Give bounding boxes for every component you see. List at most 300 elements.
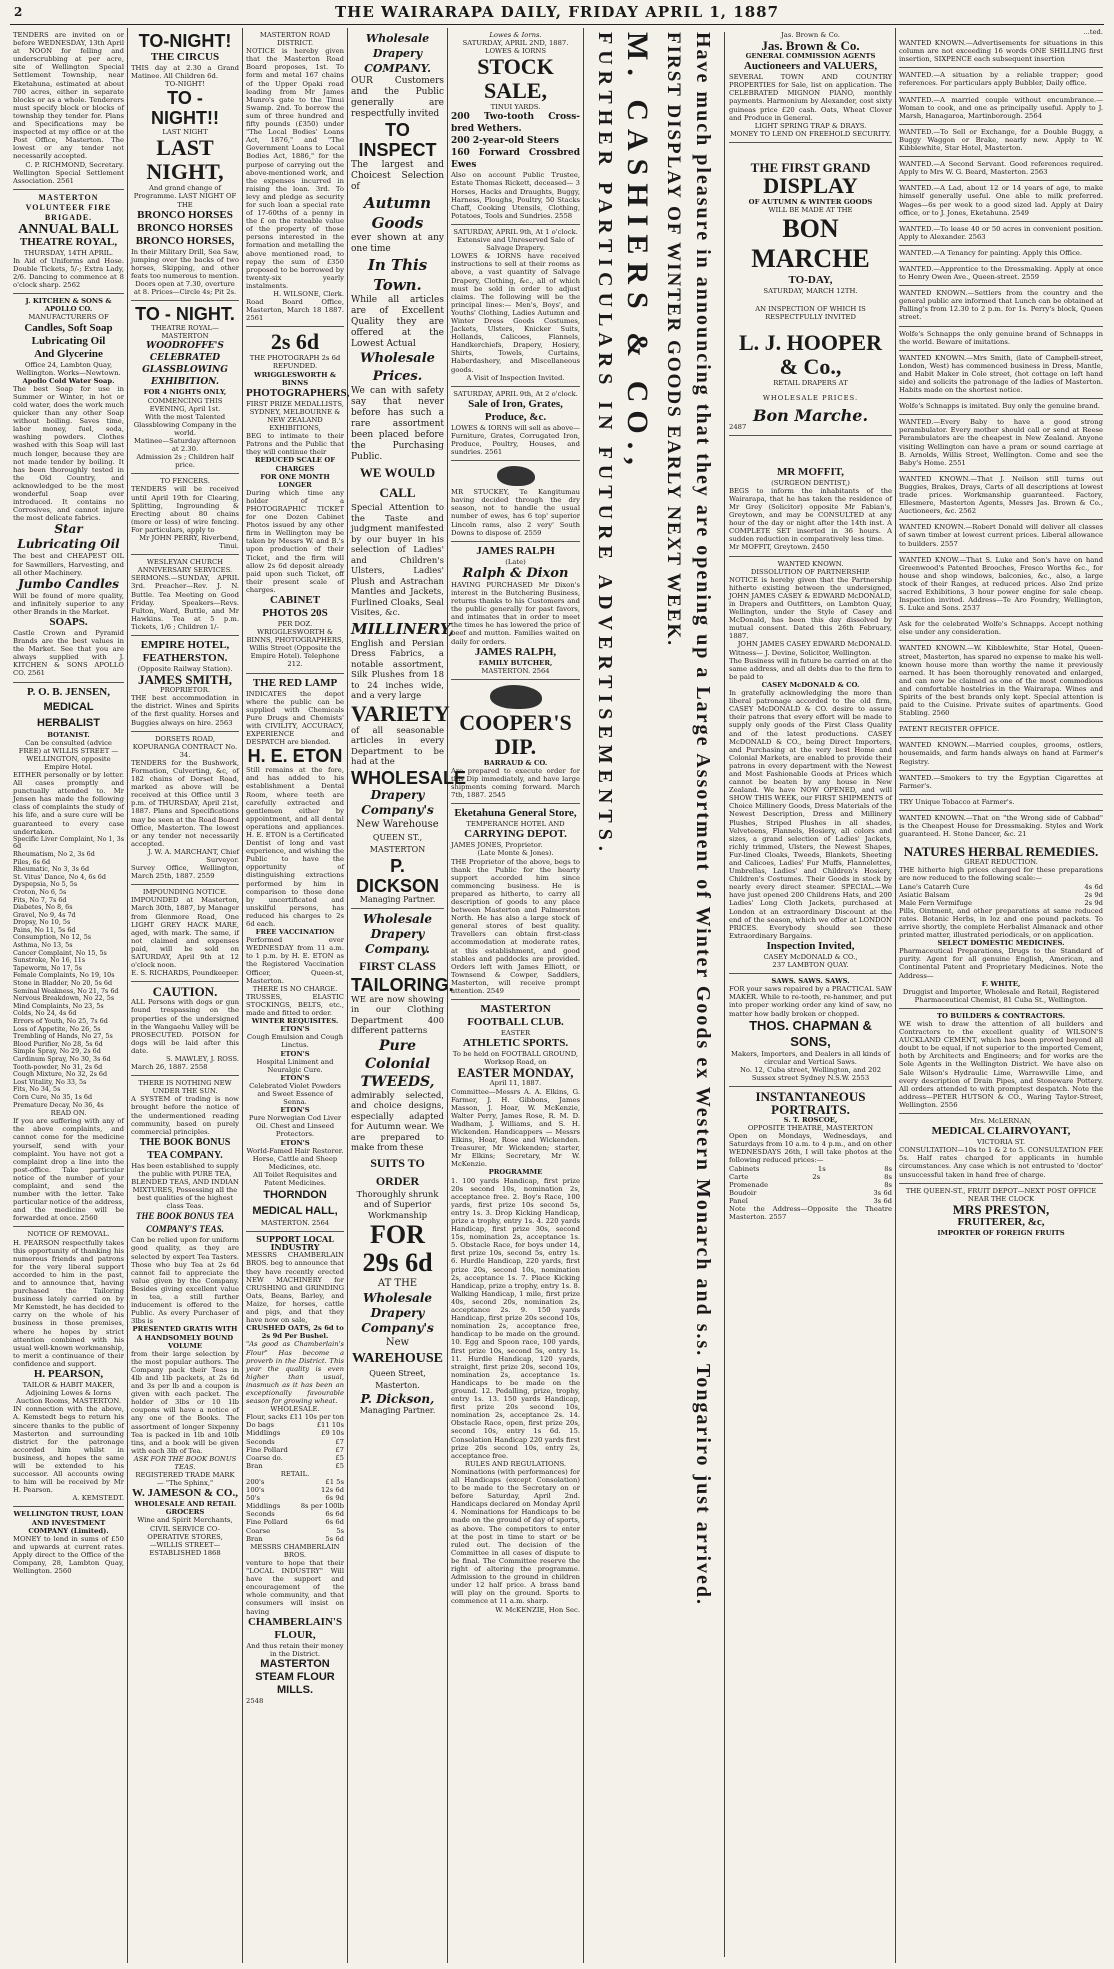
ad-text: HAVING PURCHASED Mr Dixon's interest in the Butchering Business, returns thanks to his Customers and the public generally for past favors, and intimates that in order to meet the times he has lowered the price of beef and mutton. Families waited on daily for orders. bbox=[451, 580, 580, 646]
list-item: Loss of Appetite, No 26, 5s bbox=[13, 1024, 101, 1033]
list-item: Seminal Weakness, No 21, 7s 6d bbox=[13, 986, 119, 995]
ad-text: The Business will in future be carried on at the same address, and all debts due to the firm to be paid to bbox=[729, 656, 892, 681]
ad-signature: Mr JOHN PERRY, Riverbend, Tinui. bbox=[139, 534, 239, 551]
ad-heading: EASTER bbox=[500, 1029, 531, 1038]
ad-heading: OF AUTUMN & WINTER GOODS bbox=[748, 197, 873, 206]
ad-chamberlain bbox=[246, 1232, 344, 1709]
table-cell: Flour, sacks bbox=[246, 1413, 288, 1422]
ad-title: THORNDON MEDICAL HALL, bbox=[252, 1189, 338, 1218]
ad-title: WOODROFFE'S CELEBRATED GLASSBLOWING EXHIBITION. bbox=[142, 341, 228, 388]
list-item: St. Vitus' Dance, No 4, 6s 6d bbox=[13, 872, 106, 881]
table-cell: 3s 6d bbox=[873, 1188, 892, 1197]
ad-title: CARRYING DEPOT. bbox=[464, 828, 567, 841]
table-cell: 100's bbox=[246, 1486, 265, 1495]
ad-title: ANNUAL BALL bbox=[18, 221, 119, 237]
ad-footer: ESTABLISHED 1868 bbox=[149, 1548, 221, 1557]
ad-heading: FOR ONE MONTH LONGER bbox=[260, 472, 330, 489]
vertical-line-2: FIRST DISPLAY OF WINTER GOODS EARLY NEXT WEEK. bbox=[663, 32, 684, 648]
classified-item: WANTED KNOWN.—Robert Donald will deliver all classes of sawn timber at lowest current prices. Liberal allowance to builders. 2557 bbox=[899, 520, 1103, 552]
ad-preston-fruit bbox=[899, 1184, 1103, 1241]
list-item: Cancer Complaint, No 15, 5s bbox=[13, 948, 107, 957]
table-row bbox=[246, 1413, 344, 1421]
ad-title: FRUITERER, &c, bbox=[957, 1215, 1045, 1228]
ad-address: MASTERTON. 2564 bbox=[481, 666, 550, 675]
classified-item: WANTED KNOW.—That S. Luke and Son's have on hand Greenwood's Patented Brooches, Fresco Worths &c., for house and shop windows, balconies, &c., also, a large stock of their Ranges, at reduced prices. Also 2nd prize sacred Exhibitions, 3 hour power engine for sale cheap. Inspection invited. Address—Te Aro Foundry, Wellington, S. Luke and Sons. 2537 bbox=[899, 553, 1103, 618]
ad-book-bonus-tea bbox=[131, 1076, 239, 1561]
ad-text: MR STUCKEY, Te Kangitumau having decided through the dry season, not to handle the usual number of ewes, has 6 top' superior Lincoln rams, also 2 very' South Downs to dispose of. 2559 bbox=[451, 488, 580, 537]
classified-item: WANTED KNOWN.—Mrs Smith, (late of Campbell-street, London, West) has commenced business in Dress, Mantle, and Habit Maker in Cole street, (hot cottage on left hand side) and solicits the patronage of the ladies of Masterton. Habits made on the shortest notice. bbox=[899, 351, 1103, 399]
ad-heading: RETAIL. bbox=[280, 1469, 310, 1478]
sheep-icon bbox=[490, 685, 542, 709]
ad-text: MONEY TO LEND ON FREEHOLD SECURITY. bbox=[729, 129, 892, 138]
ad-salvage-sale bbox=[451, 225, 580, 387]
table-cell: Carte bbox=[729, 1172, 749, 1181]
table-row bbox=[246, 1454, 344, 1462]
ad-footer: 2548 bbox=[246, 1696, 264, 1705]
ad-heading: TO BUILDERS & CONTRACTORS. bbox=[936, 1011, 1066, 1020]
ad-subtitle: Wine and Spirit Merchants, CIVIL SERVICE CO-OPERATIVE STORES, bbox=[137, 1516, 233, 1541]
ad-subtitle: PROPRIETOR. bbox=[160, 686, 210, 695]
ad-text: THIS day at 2.30 a Grand Matinee. All Children 6d. bbox=[131, 64, 239, 81]
ad-title: P. DICKSON bbox=[355, 855, 439, 896]
ad-title: LAST NIGHT, bbox=[146, 135, 224, 185]
ad-title: SUITS TO ORDER bbox=[370, 1155, 425, 1188]
ad-heading: ETON'S bbox=[280, 1106, 310, 1115]
ad-title: Jumbo Candles bbox=[17, 576, 120, 591]
table-row bbox=[729, 1181, 892, 1189]
ad-circus bbox=[131, 28, 239, 301]
ad-text: Witness— J. Devine, Solicitor, Wellington. bbox=[729, 648, 872, 657]
ad-text: To be held on FOOTBALL GROUND, Worksop Road, on bbox=[452, 1050, 579, 1067]
ad-address: No. 12, Cuba street, Wellington, and 202 Sussex street Sydney N.S.W. 2553 bbox=[739, 1065, 882, 1082]
ad-title: Candles, Soft Soap bbox=[24, 321, 113, 334]
ad-text: TENDERS will be received until April 19th for Clearing, Splitting, Ingrounding & Erecting about 80 chains (more or less) of wire fencing. For particulars, apply to bbox=[131, 485, 239, 534]
ad-title: Wholesale Drapery Company. bbox=[362, 911, 433, 956]
ad-footer: A Visit of Inspection Invited. bbox=[466, 373, 565, 382]
ad-heading: DORSETS ROAD, KOPURANGA CONTRACT No. 34. bbox=[132, 734, 238, 759]
ad-heading: REDUCED SCALE OF CHARGES bbox=[254, 456, 336, 473]
ad-text: Special Attention to the Taste and judgment manifested by our buyer in his selection of Ladies' and Children's Ulsters, Ladies' Plush and Astrachan Mantles and Jackets, Furlined Cloaks, Seal Visites, &c. bbox=[351, 503, 444, 618]
ad-title: In This Town. bbox=[367, 256, 428, 294]
ad-text: TO-NIGHT! bbox=[165, 80, 205, 89]
list-item: Nervous Breakdown, No 22, 5s bbox=[13, 994, 115, 1003]
classified-item: PATENT REGISTER OFFICE. bbox=[899, 722, 1103, 738]
ad-title: WHOLESALE bbox=[351, 767, 466, 788]
ad-title: BRONCO HORSES, bbox=[135, 234, 235, 247]
ad-stock-sale bbox=[451, 28, 580, 225]
classified-item: TRY Unique Tobacco at Farmer's. bbox=[899, 795, 1103, 811]
table-cell: Promenade bbox=[729, 1180, 769, 1189]
ad-subtitle: New Warehouse bbox=[356, 818, 439, 830]
table-cell: Panel bbox=[729, 1196, 748, 1205]
table-cell: Coarse do. bbox=[246, 1453, 283, 1462]
ad-subtitle: TEMPERANCE HOTEL AND bbox=[466, 820, 565, 829]
ad-text: REGISTERED TRADE MARK — "The Sphinx," bbox=[135, 1471, 235, 1488]
table-row bbox=[246, 1478, 344, 1486]
ad-text: The best and CHEAPEST OIL for Sawmillers, Harvesting, and all other Machinery. bbox=[13, 552, 124, 577]
ad-title: THE BOOK BONUS TEA COMPANY'S TEAS. bbox=[135, 1211, 235, 1235]
ad-title: MRS PRESTON, bbox=[952, 1201, 1050, 1217]
ad-footer: Wellington Special Settlement Association. 2561 bbox=[13, 168, 124, 185]
list-item: Stone in Bladder, No 20, 5s 6d bbox=[13, 979, 113, 988]
ad-impounding bbox=[131, 885, 239, 982]
classified-item: Wolfe's Schnapps the only genuine brand of Schnapps in the world. Beware of imitations. bbox=[899, 327, 1103, 351]
table-row bbox=[246, 1462, 344, 1470]
table-cell: Do bags bbox=[246, 1421, 274, 1430]
vertical-line-3: M. CASHIERS & CO., bbox=[621, 32, 654, 473]
table-cell: 4s 6d bbox=[1084, 882, 1103, 891]
ad-text: COMMENCING THIS EVENING, April 1st. bbox=[147, 396, 223, 413]
ad-heading: PRESENTED GRATIS WITH A HANDSOMELY BOUND VOLUME bbox=[132, 1325, 238, 1350]
ad-signature: Managing Partner. bbox=[359, 894, 436, 904]
ad-heading: MASTERTON VOLUNTEER FIRE BRIGADE. bbox=[25, 192, 112, 222]
ad-title: MEDICAL CLAIRVOYANT, bbox=[931, 1125, 1071, 1138]
ad-heading: DISSOLUTION OF PARTNERSHIP. bbox=[750, 567, 871, 576]
ad-heading: THERE IS NOTHING NEW UNDER THE SUN. bbox=[138, 1079, 232, 1096]
table-cell: 2s 9d bbox=[1084, 898, 1103, 907]
ad-text: INDICATES the depot where the public can be supplied with Chemicals Pure Drugs and Chemists' with CIVILITY, ACCURACY, EXPERIENCE and DESPATCH are blended. bbox=[246, 689, 344, 747]
ad-text: WE wish to draw the attention of all builders and Contractors to the excellent quality of WILSON'S AUCKLAND CEMENT, which has been proved beyond all doubt to be equal, if not superior to the imported Cement, both by Architects and Engineers; and for works are the Sole Agents in the Wellington District. We have also on Sale Wilson's Hydraulic Lime, Warrawville Lime, and every description of Drain Pipes, and Stoneware Pottery. All orders attended to with promptest despatch. Note the address—PETER HUTSON & CO., Waring Taylor-Street, Wellington. 2556 bbox=[899, 1020, 1103, 1109]
ad-subtitle: WHOLESALE AND RETAIL GROCERS bbox=[134, 1500, 236, 1517]
ad-title: DISPLAY bbox=[763, 172, 858, 198]
table-row bbox=[729, 1197, 892, 1205]
ad-glassblowing bbox=[131, 301, 239, 474]
ad-text: English and Persian Dress Fabrics, a notable assortment, Silk Plushes from 18 to 24 inches wide, and a very large bbox=[351, 638, 444, 701]
ad-tender bbox=[13, 28, 124, 190]
ad-text: Still remains at the fore, and has added to his establishment a Dental Room, where teeth are carefully extracted and gentlemen either by appointment, and all dental operations and appliances. H. E. ETON is a Certificated Dentist of long and vast experience, and wishing the Public to have the opportunity of distinguishing extractions performed by him in comparison to those done by uncertificated and unskilful persons, has reduced his charges to 2s 6d each. bbox=[246, 766, 344, 928]
ad-roscoe-portraits bbox=[729, 1087, 892, 1225]
ad-address: QUEEN ST., MASTERTON bbox=[369, 832, 426, 854]
masthead-rule bbox=[10, 24, 1104, 25]
list-item: Simple Spray, No 29, 2s 6d bbox=[13, 1047, 101, 1056]
ad-heading: BARRAUD & CO. bbox=[483, 758, 548, 767]
classified-item: WANTED.—A Lad, about 12 or 14 years of age, to make himself generally useful. One able to milk preferred. Wages—6s per week to a good sized lad. Apply at Dairy office, or to J. Jones, Eketahuna. 2549 bbox=[899, 181, 1103, 221]
ad-heading: Lowes & Iorns. bbox=[489, 31, 542, 39]
ad-heading: WESLEYAN CHURCH ANNIVERSARY SERVICES. bbox=[137, 558, 233, 575]
ad-heading: J. KITCHEN & SONS & APOLLO CO. bbox=[25, 297, 112, 314]
ad-title: SUPPORT LOCAL INDUSTRY bbox=[256, 1234, 334, 1253]
ad-text: Also on account Public Trustee, Estate Thomas Rickett, deceased— 3 Horses, Hacks and Draughts, Buggy, Harness, Ploughs, Poultry, 50 Stacks Chaff, Cooking Utensils, Clothing, Potatoes, Tools and Sundries. 2558 bbox=[451, 171, 580, 220]
ad-heading: PROGRAMME bbox=[488, 1168, 543, 1177]
table-row bbox=[246, 1494, 344, 1502]
ad-builders bbox=[899, 1009, 1103, 1114]
ad-title: JAMES RALPH bbox=[476, 544, 555, 557]
ad-title: 2s 6d bbox=[270, 329, 320, 355]
list-item: Dropsy, No 10, 5s bbox=[13, 918, 71, 927]
ad-heading: Jas. Brown & Co. bbox=[781, 31, 840, 39]
ad-text: All Toilet Requisites and Patent Medicines. bbox=[253, 1170, 337, 1187]
ad-heading: CRUSHED OATS, 2s 6d to 2s 9d Per Bushel. bbox=[246, 1324, 344, 1341]
ad-text: TRUSSES, ELASTIC STOCKINGS, BELTS, etc., made and fitted to order. bbox=[246, 992, 344, 1018]
list-item: Female Complaints, No 19, 10s bbox=[13, 971, 115, 980]
remedy-price-table bbox=[899, 883, 1103, 907]
ad-stuckey bbox=[451, 461, 580, 542]
column-5 bbox=[448, 28, 584, 1963]
table-cell: Male Fern Vermifuge bbox=[899, 898, 972, 907]
ad-title: Wholesale Prices. bbox=[360, 351, 435, 384]
ad-photographers bbox=[246, 327, 350, 673]
ad-text: Admission 2s ; Children half price. bbox=[136, 453, 234, 470]
classified-item: WANTED KNOWN.—That J. Neilson still turns out Buggies, Brakes, Drays, Carts of all descriptions at lowest trade prices. Workmanship guaranteed. Factory, Ellesmere, Masterton Agents, Messrs Jas. Brown & Co., Auctioneers, &c. 2562 bbox=[899, 472, 1103, 520]
ad-title: JAMES SMITH, bbox=[138, 672, 232, 688]
ad-title: Ralph & Dixon bbox=[462, 565, 569, 581]
ad-text: Performed ever WEDNESDAY from 11 a.m. to 1 p.m. by H. E. ETON as the Registered Vaccination Officer, Queen-st, Masterton. bbox=[246, 936, 344, 985]
table-cell: £7 bbox=[335, 1445, 344, 1454]
table-cell: Coarse bbox=[246, 1526, 271, 1535]
ad-title: Sale of Iron, Grates, Produce, &c. bbox=[468, 397, 563, 423]
ad-text: Pills, Ointment, and other preparations at same reduced rates. Botanic Herbs, in loz and one pound packets. To arrive shortly, the complete Herbalist Almanack and other printed matter, illustrated periodicals, or on application. bbox=[899, 906, 1103, 940]
ad-address: Adjoining Lowes & Iorns Auction Rooms, MASTERTON. bbox=[16, 1389, 121, 1406]
ad-heading: Extensive and Unreserved Sale of Salvage Drapery. bbox=[457, 236, 574, 253]
ad-eketahuna-store bbox=[451, 804, 580, 1000]
ad-address: MASTERTON. 2564 bbox=[260, 1219, 330, 1228]
ad-title: Autumn Goods bbox=[363, 194, 432, 232]
ad-text: LAST NIGHT bbox=[162, 128, 208, 137]
ad-heading: NOTICE OF REMOVAL. bbox=[27, 1230, 110, 1239]
table-cell: 8s bbox=[884, 1172, 892, 1181]
flour-price-table bbox=[246, 1413, 344, 1470]
ad-text: Druggist and Importer, Wholesale and Retail, Registered Pharmaceutical Chemist, 81 Cuba St., Wellington. bbox=[902, 987, 1100, 1004]
classified-item: WANTED.—A Tenancy for painting. Apply this Office. bbox=[899, 246, 1103, 262]
column-7 bbox=[726, 28, 896, 1963]
masthead bbox=[0, 0, 1114, 24]
table-cell: 8s per 100lb bbox=[300, 1502, 344, 1511]
ad-signature: JAMES JONES, Proprietor. bbox=[451, 841, 543, 850]
column-2 bbox=[128, 28, 243, 1963]
table-cell: Lane's Catarrh Cure bbox=[899, 882, 970, 891]
ad-title: BRONCO HORSES bbox=[137, 221, 233, 234]
ad-coopers-dip bbox=[451, 680, 580, 804]
ad-text: AN INSPECTION OF WHICH IS RESPECTFULLY INVITED bbox=[755, 305, 866, 322]
ad-address: —WILLIS STREET— bbox=[149, 1540, 221, 1549]
ad-text: During which time any holder of a PHOTOGRAPHIC TICKET for one Dozen Cabinet Photos issued by any other firm in Wellington may be taken by Messrs W. and B.'s upon production of their Ticket, and the firm will allow 2s 6d deposit already paid upon such Ticket, off their present scale of charges. bbox=[246, 488, 344, 594]
ad-date: SATURDAY, MARCH 12TH. bbox=[763, 287, 858, 296]
classified-item: WANTED KNOWN.—Settlers from the country and the general public are informed that Lunch can be obtained at Palling's from 12.30 to 2 p.m. for 1s. Perry's block, Queen street. bbox=[899, 286, 1103, 326]
ad-saws bbox=[729, 974, 892, 1087]
ad-heading: S. T. ROSCOE, bbox=[783, 1115, 838, 1124]
ad-title: W. JAMESON & CO., bbox=[132, 1487, 238, 1500]
column-1 bbox=[10, 28, 128, 1963]
ad-title: FIRST CLASS bbox=[359, 958, 436, 973]
ad-subtitle: (Late) bbox=[505, 557, 526, 566]
ad-text: WILL BE MADE AT THE bbox=[768, 206, 853, 215]
ad-subtitle: FAMILY BUTCHER, bbox=[478, 658, 553, 667]
ad-text: If you are suffering with any of the above complaints, and cannot come for the medicine yourself, send with your complaint. You have not got a complaint drop a line into the post-office. Take particular notice of the number of your complaint, and send the number with the letter. Take particular notice of the address, and the medicine will be forwarded at once. 2560 bbox=[13, 1117, 124, 1223]
classified-item: WANTED KNOWN.—Married couples, grooms, ostlers, housemaids, and farm hands always on hand at Farmer's Registry. bbox=[899, 738, 1103, 770]
classified-item: WANTED.—A married couple without encumbrance.—Woman to cook, and one as principally useful. Apply to J. Marsh, Hanagaroa, Martinborough. 2564 bbox=[899, 93, 1103, 125]
ad-text: TENDERS for the Bushwork, Formation, Culverting, &c, of 182 chains of Dorset Road, marked as above will be received at this Office until 3 p.m. of THURSDAY, April 21st, 1887. Plans and Specifications may be seen at the Road Board Office, Masterton. The lowest or any tender not necessarily accepted. bbox=[131, 758, 239, 848]
ad-address: Queen Street, Masterton. bbox=[369, 1369, 426, 1391]
ad-text: Castle Crown and Pyramid Brands are the best values in the Market. See that you are always supplied with J. KITCHEN & SONS APOLLO CO. 2561 bbox=[13, 628, 124, 678]
table-row bbox=[246, 1421, 344, 1429]
ad-jensen bbox=[13, 683, 124, 1228]
ad-title: SOAPS. bbox=[49, 615, 88, 628]
table-cell: 6s 6d bbox=[325, 1518, 344, 1527]
ad-signature: S. MAWLEY, J. ROSS. bbox=[165, 1054, 239, 1063]
ad-title: WRIGGLESWORTH & BINNS bbox=[253, 370, 336, 387]
ad-heading: LOWES & IORNS bbox=[484, 47, 547, 56]
ad-text: of all seasonable articles in every Department to be had at the bbox=[351, 725, 444, 767]
ad-title: Bon Marche. bbox=[752, 405, 869, 425]
vertical-line-4: FURTHER PARTICULARS IN FUTURE ADVERTISEMENTS. bbox=[594, 32, 616, 857]
ad-text: "As good as Chamberlain's Flour" Has become a proverb in the District. This year the quality is even higher than usual, inasmuch as it has been an exceptionally favourable season for growing wheat. bbox=[246, 1340, 344, 1406]
ad-title: H. E. ETON bbox=[247, 746, 343, 767]
ad-title: VARIETY bbox=[351, 700, 450, 726]
ad-title: EMPIRE HOTEL, FEATHERSTON. bbox=[140, 639, 230, 665]
ad-text: Nominations (with performances) for all Handicaps (except Consolation) to be made to the Secretary on or before Saturday, April 2nd. Handicaps declared on Monday April 4. Nominations for Handicaps to be made on the ground of day of sports, as above. The competitors to enter at the post in time to start or be ruled out. The decision of the Committee in all cases of dispute to be final. The Committee reserve the right of altering the programme. Admission to the ground in children under 12 half price. A brass band will play on the ground. Sports to commence at 11 a.m. sharp. bbox=[451, 1467, 580, 1606]
ad-text: In Aid of Uniforms and Hose. Double Tickets, 5/-; Extra Lady, 2/6. Dancing to commence at 8 o'clock sharp. 2562 bbox=[13, 256, 124, 290]
ad-text: MANUFACTURERS OF bbox=[28, 313, 109, 322]
ad-text: NOTICE is hereby given that the Partnership hitherto existing between the undersigned, JOHN JAMES CASEY & EDWARD McDONALD, in Drapers and Outfitters, on Lambton Quay, Wellington, under the Style of Casey and McDonald, has been this day dissolved by mutual consent. Dated this 26th February, 1887. bbox=[729, 575, 892, 641]
ad-title: MR MOFFIT, bbox=[776, 465, 844, 478]
ad-text: New bbox=[385, 1337, 410, 1349]
list-item: Mind Complaints, No 23, 5s bbox=[13, 1001, 104, 1010]
table-row bbox=[246, 1446, 344, 1454]
ad-text: Hospital Liniment and Neuralgic Cure. bbox=[256, 1057, 334, 1074]
ad-title: TAILORING. bbox=[351, 974, 454, 995]
ad-heading: IMPOUNDING NOTICE. bbox=[142, 888, 228, 897]
ad-clairvoyant bbox=[899, 1114, 1103, 1184]
ad-text: And thus retain their money in the District. bbox=[246, 1641, 344, 1658]
ad-title: H. PEARSON, bbox=[33, 1368, 104, 1381]
ad-text: We can with safety say that never before has such a rare assortment been placed before the Purchasing Public. bbox=[351, 386, 444, 462]
table-cell: £5 bbox=[335, 1461, 344, 1470]
ad-text: Committee—Messrs A. A. Elkins, G. Farmer, J. H. Gibbons, James Masson, J. Hoar, W. McKenzie, Walter Perry, James Rose, R. M. D. Wadham, J. Williams, and S. H. Wickenden. Handicappers — Messrs Elkins, Hoar, Rose and Wickenden. Treasurer, Mr Wickenden; starter, Mr Elkins; Secretary, Mr W. McKenzie. bbox=[451, 1087, 580, 1169]
ad-title: And Glycerine bbox=[34, 347, 103, 360]
table-cell: £7 bbox=[335, 1437, 344, 1446]
ad-text: THERE IS NO CHARGE. bbox=[252, 984, 338, 993]
column-3 bbox=[243, 28, 348, 1963]
table-row bbox=[246, 1510, 344, 1518]
retail-price-table bbox=[246, 1478, 344, 1543]
classified-item: WANTED.—Smokers to try the Egyptian Cigarettes at Farmer's. bbox=[899, 771, 1103, 795]
ad-title: Auctioneers and VALUERS, bbox=[743, 60, 878, 73]
ad-address: Can be consulted (advice FREE) at WILLIS STREET — WELLINGTON, opposite Empire Hotel. bbox=[18, 738, 119, 771]
list-item: Cardinum Spray, No 30, 3s 6d bbox=[13, 1054, 111, 1063]
ad-text: IN connection with the above, A. Kemstedt begs to return his sincere thanks to the public of Masterton and surrounding district for the patronage accorded him whilst in business, and hopes the same will be extended to his successor. All accounts owing to him will be received by Mr H. Pearson. bbox=[13, 1405, 124, 1495]
ad-title: WE WOULD CALL bbox=[359, 465, 436, 500]
ad-heading: MESSRS CHAMBERLAIN BROS. bbox=[250, 1542, 340, 1559]
ad-text: EITHER personally or by letter. All cases promptly and punctually attended to. Mr Jensen has made the following class of complaints the study of his life, and a sure cure will be guaranteed to every case undertaken. bbox=[13, 771, 124, 836]
table-row bbox=[246, 1429, 344, 1437]
ad-text: The largest and Choicest Selection of bbox=[351, 160, 444, 192]
roscoe-price-table bbox=[729, 1165, 892, 1205]
table-cell: 5s 6d bbox=[325, 1534, 344, 1543]
table-row bbox=[899, 899, 1103, 907]
ad-heading: WHOLESALE. bbox=[270, 1405, 320, 1414]
ad-text: Pharmaceutical Preparations, Drugs to the Standard of purity. Agent for all genuine English, American, and Continental Patent and Proprietary Medicines. Note the Address— bbox=[899, 947, 1103, 980]
ad-text: THE hitherto high prices charged for these preparations are now reduced to the following scale:— bbox=[899, 866, 1103, 883]
wanted-list bbox=[899, 36, 1103, 842]
table-cell: Cabinets bbox=[729, 1164, 760, 1173]
ad-text: With the most Talented Glassblowing Company in the world. bbox=[133, 412, 237, 437]
ad-title: TO INSPECT bbox=[358, 120, 437, 160]
ad-dissolution bbox=[729, 557, 892, 975]
list-item: Tapeworm, No 17, 5s bbox=[13, 963, 82, 972]
ad-title: MASTERTON STEAM FLOUR MILLS. bbox=[255, 1657, 335, 1696]
column-8 bbox=[896, 28, 1106, 1963]
ad-title: BON MARCHE bbox=[751, 214, 870, 274]
list-item: Specific Liver Complaint, No 1, 3s 6d bbox=[13, 834, 124, 851]
ad-heading: TO FENCERS. bbox=[160, 477, 210, 486]
ad-fencers bbox=[131, 474, 239, 555]
ad-title: CHAMBERLAIN'S FLOUR, bbox=[247, 1615, 343, 1641]
ad-date: April 11, 1887. bbox=[489, 1079, 542, 1088]
ad-text: Celebrated Violet Powders and Sweet Essence of Senna. bbox=[249, 1081, 341, 1107]
ad-title: CAUTION. bbox=[152, 984, 218, 1000]
ad-date: SATURDAY, APRIL 2ND, 1887. bbox=[462, 39, 569, 48]
table-cell: 6s 9d bbox=[325, 1494, 344, 1503]
classified-item: WANTED.—To lease 40 or 50 acres in convenient position. Apply to Alexander. 2563 bbox=[899, 222, 1103, 246]
ad-cashiers-vertical bbox=[584, 32, 725, 1957]
ad-title: THEATRE ROYAL, bbox=[19, 235, 118, 248]
ad-empire-hotel bbox=[131, 636, 239, 732]
ad-dorset-road bbox=[131, 732, 239, 886]
table-cell: 8s bbox=[884, 1180, 892, 1189]
table-cell: Seconds bbox=[246, 1437, 275, 1446]
ad-title: MILLINERY, bbox=[351, 619, 454, 638]
ad-text: BEG to intimate to their Patrons and the Public that they will continue their bbox=[246, 432, 344, 457]
list-item: Errors of Youth, No 25, 7s 6d bbox=[13, 1017, 108, 1025]
table-cell: Seconds bbox=[246, 1510, 275, 1519]
table-cell: £11 10s bbox=[316, 1421, 344, 1430]
ad-signature: JOHN JAMES CASEY EDWARD McDONALD. bbox=[737, 640, 892, 649]
table-cell: 3s 6d bbox=[873, 1196, 892, 1205]
ad-heading: THE QUEEN-ST., FRUIT DEPOT—NEXT POST OFFICE NEAR THE CLOCK bbox=[905, 1186, 1097, 1203]
ad-text: SEVERAL TOWN AND COUNTRY PROPERTIES for Sale, list on application. The CELEBRATED MIGNON PIANO, monthly payments. Harmonium by Alexander, cost sixty guineas price £20 cash. Oats, Wheat Clover and Produce in General. bbox=[729, 73, 892, 122]
ad-text: Has been established to supply the public with PURE TEA, BLENDED TEAS, AND INDIAN MIXTURES, Possessing all the best qualities of the highest class Teas. bbox=[131, 1161, 239, 1211]
ad-text: Will be found of more quality, and infinitely superior to any other Brands in the Market. bbox=[13, 591, 124, 616]
ad-text: ALL Persons with dogs or gun found trespassing on the properties of the undersigned in the Wangaehu Valley will be PROSECUTED. POISON for dogs will be laid after this date. bbox=[131, 998, 239, 1055]
ad-text: TENDERS are invited on or before WEDNESDAY, 13th April at NOON for felling and underscrubbing at per acre, site of Wellington Special Settlement Township, near Eketahuna, estimated at about 700 acres, either in separate blocks or as a whole. Tenderers must specify block or blocks of township they tender for. Plans and Specifications may be inspected at my office or at the Post Office, Masterton. The lowest or any tender not necessarily accepted. bbox=[13, 31, 124, 161]
list-item: Sunstroke, No 16, 11s bbox=[13, 956, 86, 965]
table-row bbox=[729, 1173, 892, 1181]
table-cell: Fine Pollard bbox=[246, 1445, 288, 1454]
ad-jas-brown bbox=[729, 28, 892, 143]
list-item: Blood Purifier, No 28, 5s 6d bbox=[13, 1039, 103, 1048]
ad-kitchen bbox=[13, 294, 124, 682]
table-row bbox=[246, 1502, 344, 1510]
ad-text: While all articles are of Excellent Quality they are offered at the Lowest Actual bbox=[351, 295, 444, 349]
ad-address: 237 LAMBTON QUAY. bbox=[772, 961, 849, 970]
ad-text: SERMONS.—SUNDAY, APRIL 3rd. Preacher—Rev. J. N. Buttle. Tea Meeting on Good Friday. Speakers—Revs. Fulton, Ward, Buttle, and Mr Hawkins. Tea at 5 p.m. Tickets, 1/6 ; Children 1/- bbox=[131, 574, 239, 631]
list-item: Rheumatic, No 3, 3s 6d bbox=[13, 865, 90, 874]
ad-title: TO - NIGHT. bbox=[135, 304, 235, 325]
ad-title: MEDICAL HERBALIST bbox=[37, 700, 100, 729]
ad-footer: Road Board Office, Masterton, March 18 1887. 2561 bbox=[246, 298, 344, 323]
table-cell: Bran bbox=[246, 1461, 263, 1470]
list-item: Cough Mixture, No 32, 2s 6d bbox=[13, 1070, 108, 1079]
list-item: Fits, No 7, 7s 6d bbox=[13, 895, 67, 904]
ad-heading: THE PHOTOGRAPH 2s 6d REFUNDED. bbox=[249, 354, 341, 371]
ad-title: THE CIRCUS bbox=[150, 51, 220, 63]
ad-heading: MASTERTON ROAD DISTRICT. bbox=[259, 31, 331, 48]
ad-date: SATURDAY, APRIL 9th, At 1 o'clock. bbox=[453, 227, 578, 236]
column-header: ...ted. bbox=[1083, 28, 1103, 36]
list-item: Trembling of Hands, No 27, 5s bbox=[13, 1032, 113, 1041]
sheep-icon bbox=[497, 466, 535, 486]
ad-text: IMPOUNDED at Masterton, March 30th, 1887, by Manager from Glenmore Road, One LIGHT GREY HACK MARE, aged, with mark. The same, if not claimed and expenses paid, will be sold on SATURDAY, April 9th at 12 o'clock noon. bbox=[131, 896, 239, 970]
ad-text: RETAIL DRAPERS AT bbox=[773, 379, 848, 388]
ad-address: Willis Street (Opposite the Empire Hotel). Telephone 212. bbox=[249, 644, 341, 669]
ad-lot: 200 Two-tooth Cross-bred Wethers. bbox=[451, 112, 580, 135]
column-4 bbox=[348, 28, 466, 1963]
ad-text: LOWES & IORNS will sell as above— Furniture, Grates, Corrugated Iron, Produce, Poultry, Houses, and sundries. 2561 bbox=[451, 423, 580, 457]
ad-text: venture to hope that their "LOCAL INDUSTRY" Will have the support and encouragement of the whole community, and that consumers will insist on having bbox=[246, 1558, 344, 1616]
ad-heading: ETON'S bbox=[280, 1025, 310, 1034]
ad-iron-sale bbox=[451, 387, 580, 461]
ad-title: CABINET PHOTOS 20S bbox=[262, 594, 328, 619]
